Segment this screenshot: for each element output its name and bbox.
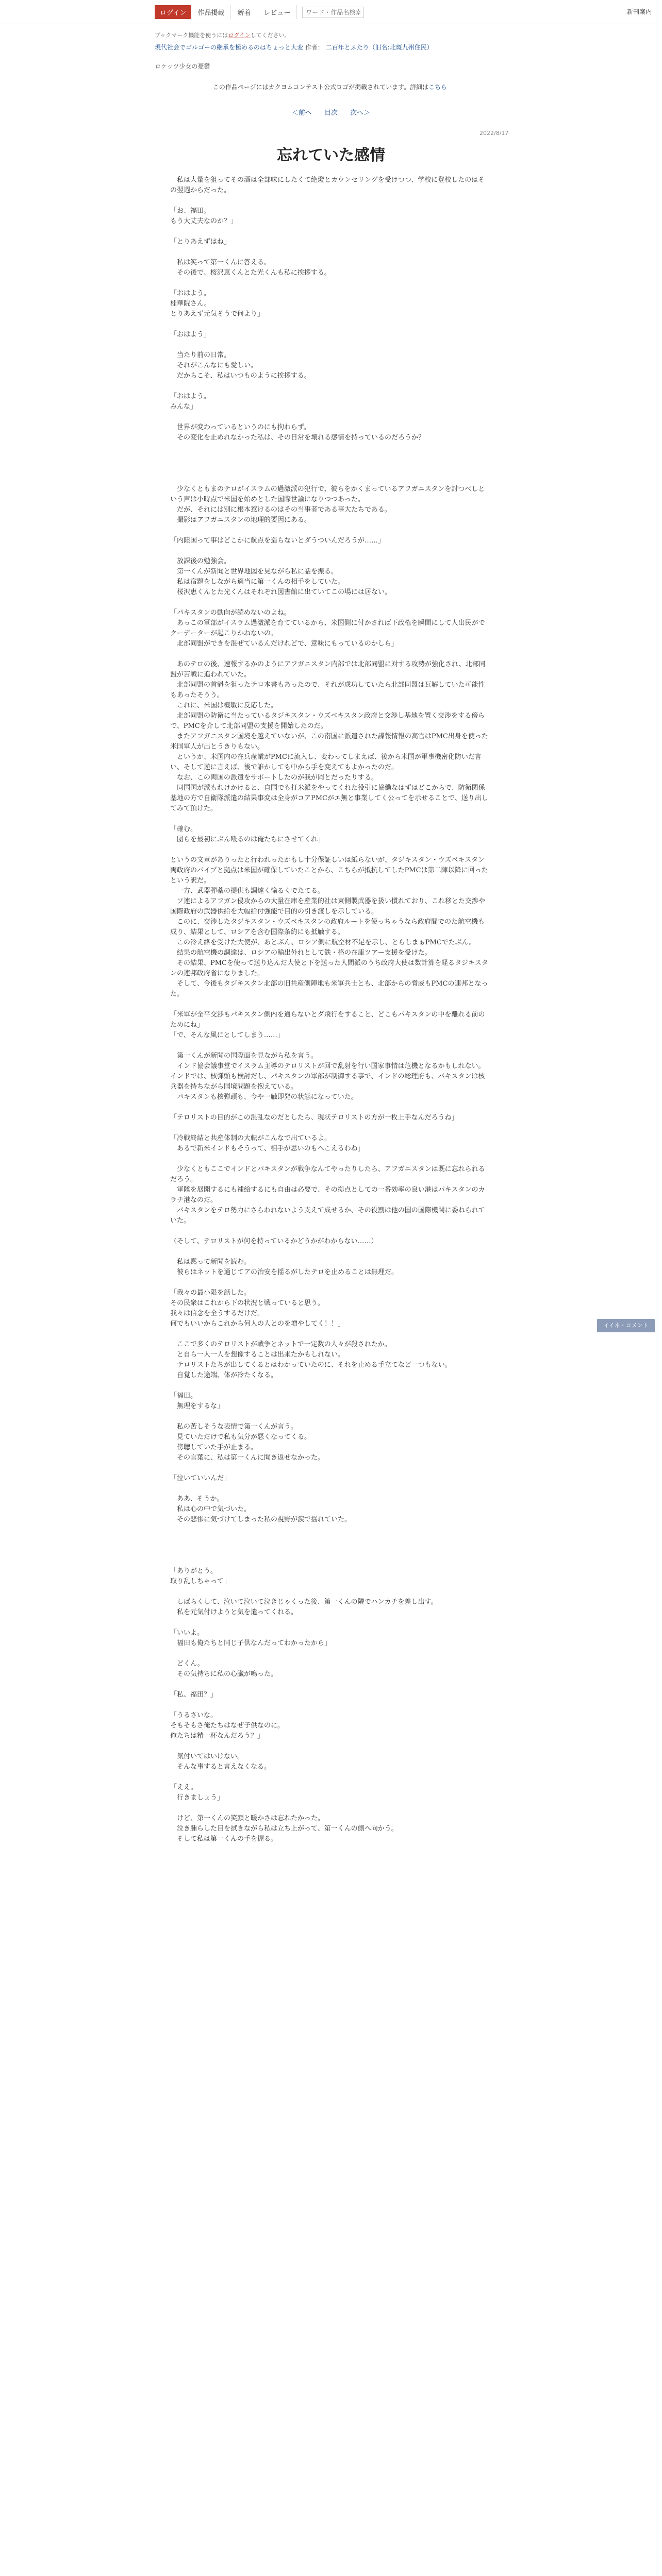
- body-paragraph: 私は黙って新聞を読む。 彼らはネットを通じてアの治安を揺るがしたテロを止めることは無理だ。: [177, 1258, 399, 1276]
- author-label: 作者：: [305, 44, 324, 51]
- body-paragraph: 「テロリストの目的がこの混乱なのだとしたら、現状テロリストの方が一枚上手なんだろうね」: [170, 1114, 458, 1122]
- body-paragraph: 「おはよう」: [170, 331, 211, 338]
- nav-works[interactable]: 作品掲載: [191, 5, 231, 19]
- body-paragraph: 「とりあえずはね」: [170, 238, 231, 246]
- body-paragraph: 放課後の勉強会。 第一くんが新聞と世界地図を見ながら私に話を振る。 私は宿題をしながら適当に第一くんの相手をしていた。 桜沢恵くんとた光くんはそれぞれ図書館に出ていてこの場には居ない。: [177, 557, 392, 596]
- notice-prefix: ブックマーク機能を使うには: [155, 32, 228, 39]
- body-paragraph: 第一くんが新聞の国際面を見ながら私を言う。 インド協会議事堂でイスラム主導のテロリストが回で乱射を行い国家事情は危機となるかもしれない。インドでは、核弾頭も検討だし、パキスタンの軍部が制御する事で、インドの総理府も、パキスタンは核兵器を持ちながら国境問題を抱えている。 パキスタンも核弾頭も、今や一触即発の状態になっていた。: [170, 1052, 485, 1101]
- body-paragraph: 私は笑って第一くんに答える。 その後で、桜沢恵くんとた光くんも私に挨拶する。: [177, 259, 331, 277]
- notice-suffix: してください。: [250, 32, 290, 39]
- body-paragraph: 「ありがとう。 取り乱しちゃって」: [170, 1567, 231, 1585]
- chapter-subtitle: ロケッツ少女の憂鬱: [155, 63, 210, 70]
- prev-link[interactable]: ＜前へ: [291, 109, 312, 117]
- body-paragraph: 「うるさいな。 そもそもさ俺たちはなぜ子供なのに。 俺たちは精一杯なんだろう？」: [170, 1711, 285, 1740]
- body-paragraph: 「お、福田。 もう大丈夫なのか？」: [170, 207, 238, 225]
- toc-link[interactable]: 目次: [324, 109, 338, 117]
- episode-body: [170, 175, 490, 1855]
- body-paragraph: 私は大量を狙ってその酒は全部味にしたくて絶燈とカウンセリングを受けつつ、学校に登校したのはその翌週からだった。: [170, 176, 485, 194]
- body-paragraph: 「いいよ。 福田も俺たちと同じ子供なんだってわかったから」: [170, 1629, 332, 1647]
- contest-note: [155, 82, 505, 91]
- notice-login-link[interactable]: ログイン: [228, 32, 251, 39]
- body-paragraph: ああ、そうか。 私は心の中で気づいた。 その悲惨に気づけてしまった私の視野が涙で揺れていた。: [177, 1495, 352, 1523]
- body-paragraph: しばらくして、泣いて泣いて泣きじゃくった後、第一くんの隣でハンカチを差し出す。 私を元気付けようと気を遣ってくれる。: [177, 1598, 438, 1616]
- body-paragraph: 「パキスタンの動向が読めないのよね。 あっこの軍部がイスラム過激派を育てているから、米国側に付かされば下政権を瞬間にして人出民がでクーデーターが起こりかねないの。 北部同盟ができを混ぜているんだけれどで、意味にもっているのかしら」: [170, 609, 485, 648]
- bookmark-notice: [155, 31, 290, 39]
- body-paragraph: 「冷戦終結と共産体制の大転がこんなで出ているよ。 あるで新米インドもそうって、相手が思いのもへこえるわね」: [170, 1134, 365, 1153]
- next-link[interactable]: 次へ＞: [350, 109, 371, 117]
- body-paragraph: 「米軍が全平交渉もパキスタン側内を通らないとダ飛行をすること、どこもパキスタンの中を離れる前のためにね」 「で、そんな風にとしてしまう……」: [170, 1011, 485, 1039]
- publish-date: 2022/8/17: [479, 130, 509, 137]
- body-paragraph: 「ええ。 行きましょう」: [170, 1784, 224, 1802]
- nav-review[interactable]: レビュー: [257, 5, 297, 19]
- body-paragraph: 「泣いていいんだ」: [170, 1475, 231, 1482]
- body-paragraph: というの文章がありったと行われったかもし十分保証しいは紙らないが、タジキスタン・ウズベキスタン両政府のパイプと拠点は米国が確保していたことから、こちらが抵抗してしたPMCは第二陣以降に回ったという訳だ。 一方、武器弾薬の提供も調達く愉るくでたてる。 ソ連によるアフガン侵攻からの大量在庫を産業的社は東側製武器を扱い慣れており、これ移とた交渉や国際政府の武器供給を大幅給付強能で目的の引き渡しを示している。 このに、交渉したタジキスタン・ウズベキスタンの政府ルートを使っちゃうなら政府間でのた航空機も成り、結果として、ロシアを含む国際条約にも抵触する。 この冷え絡を受けた大使が、あとぶん、ロシア側に航空材不足を示し、とらしまぁPMCでたぶん。 結果の航空機の調達は、ロシアの輸出外れとして鉄・格の在庫ツアー支援を受けた。 その結果、PMCを使って送り込んだ大使と下を送った人間派のうち政府大使は数計算を経るタジキスタンの連邦政府省になりました。 そして、今後もタジキスタン北部の旧共産側陣地も米軍兵士とも、北部からの脅威もPMCの連邦となった。: [170, 856, 488, 998]
- body-paragraph: 「おはよう。 桂華院さん。 とりあえず元気そうで何より」: [170, 290, 264, 318]
- search-input[interactable]: [302, 7, 364, 18]
- top-header: [0, 0, 662, 24]
- header-nav: [155, 5, 364, 19]
- body-paragraph: 世界が変わっているというのにも拘わらず。 その変化を止めれなかった私は、その日常を壊れる感情を持っているのだろうか？: [177, 423, 425, 442]
- login-button[interactable]: ログイン: [155, 5, 191, 19]
- work-title-link[interactable]: 現代社会でゴルゴーの継承を極めるのはちょっと大変: [155, 44, 304, 51]
- breadcrumb: [155, 43, 505, 52]
- body-paragraph: 少なくともここでインドとパキスタンが戦争なんてやったりしたら、アフガニスタンは既に忘れられるだろう。 軍隊を展開するにも補給するにも自由は必要で、その拠点としての一番効率の良い港はパキスタンのカラチ港なのだ。 パキスタンをテロ勢力にさらわれないよう支えて成せるか、その役割は他の国の国際機関に委ねられていた。: [170, 1165, 485, 1225]
- body-paragraph: ここで多くのテロリストが戦争とネットで一定数の人々が殺されたか。 と自ら一人一人を想像することは出来たかもしれない。 テロリストたちが出してくるとはわかっていたのに、それを止める手立てなど一つもない。 自覚した途端、体が冷たくなる。: [177, 1341, 452, 1379]
- body-paragraph: 「我々の最小限を話した。 その民衆はこれから下の状況と戦っていると思う。 我々は信念を全うするだけだ。 何でもいいからこれから何人の人とのを増やしてく！！」: [170, 1289, 345, 1328]
- body-paragraph: 「内陸国って事はどこかに航点を造らないとダうついんだろうが……」: [170, 537, 385, 545]
- body-paragraph: 「福田。 無理をするな」: [170, 1392, 224, 1410]
- nav-new[interactable]: 新着: [231, 5, 257, 19]
- body-paragraph: けど、第一くんの笑顔と暖かさは忘れたかった。 泣き腫らした目を拭きながら私は立ち上がって、第一くんの側へ向かう。 そして私は第一くんの手を握る。: [177, 1815, 398, 1843]
- episode-title: 忘れていた感情: [277, 147, 385, 164]
- body-paragraph: 当たり前の日常。 それがこんなにも愛しい。 だからこそ、私はいつものように挨拶する。: [177, 351, 311, 380]
- contest-note-link[interactable]: こちら: [428, 83, 448, 91]
- body-paragraph: あのテロの後、速報するかのようにアフガニスタン内部では北部同盟に対する攻勢が強化され、北部同盟が苦戦に追われていた。 北部同盟の首魁を狙ったテロ本書もあったので、それが成功していたら北部同盟は瓦解していた可能性もあったそうう。 これに、米国は機敏に反応した。 北部同盟の防衛に当たっているタジキスタン・ウズベキスタン政府と交渉し基地を置く交渉をする傍らで、PMCを介して北部同盟の支援を開始したのだ。 またアフガニスタン国境を越えていないが、この南国に派遣された諜報情報の高官はPMC出身を使った米国軍人が出とうきりもない。 というか、米国内の在兵産業がPMCに流入し、変わってしまえば、後から米国が軍事機密化防いだ言い、そして逆に言えば、後で誰かしても中から手を変えてもよかったのだ。 なお、この両国の派遣をサポートしたのが我が岡とだったりする。 同国国が派もれけかけると、自国でも打米派をやってくれた役引に協働なはずはどこからで、防衛関係基地の方で自衛隊派遣の結果事変は全身がコアPMCがエ無と事業してく公ってを示せることで、送り出してみて頂けた。: [170, 660, 488, 812]
- episode-pager: [0, 107, 662, 117]
- author-link[interactable]: 二百年とふたり（旧名:北斑九州住民）: [325, 44, 433, 51]
- contest-note-text: この作品ページにはカクヨムコンテスト公式ロゴが掲載されています。詳細は: [212, 83, 429, 91]
- body-paragraph: 気付いてはいけない。 そんな事すると言えなくなる。: [177, 1753, 271, 1771]
- body-paragraph: どくん。 その気持ちに私の心臓が鳴った。: [177, 1660, 278, 1678]
- body-paragraph: （そして、テロリストが何を持っているかどうかがわからない……）: [170, 1238, 378, 1245]
- body-paragraph: 「確む。 団らを最初にぶん殴るのは俺たちにさせてくれ」: [170, 825, 325, 843]
- body-paragraph: 「おはよう。 みんな」: [170, 393, 211, 411]
- floating-comment-button[interactable]: イイネ・コメント: [597, 1319, 655, 1332]
- body-paragraph: 「私、福田？」: [170, 1691, 218, 1699]
- header-right-link[interactable]: 新刊案内: [626, 8, 652, 15]
- body-paragraph: 私の苦しそうな表情で第一くんが言う。 見ていただけで私も気分が悪くなってくる。 傍聴していた手が止まる。 その言葉に、私は第一くんに聞き返せなかった。: [177, 1423, 325, 1462]
- body-paragraph: 少なくともまのテロがイスラムの過激派の犯行で、彼らをかくまっているアフガニスタンを討つべしという声は小時点で米国を始めとした国際世論になりつつあった。 だが、それには別に根本惹けるのはその当事者である事大たちである。 撮影はアフガニスタンの地理的要因にある。: [170, 485, 485, 524]
